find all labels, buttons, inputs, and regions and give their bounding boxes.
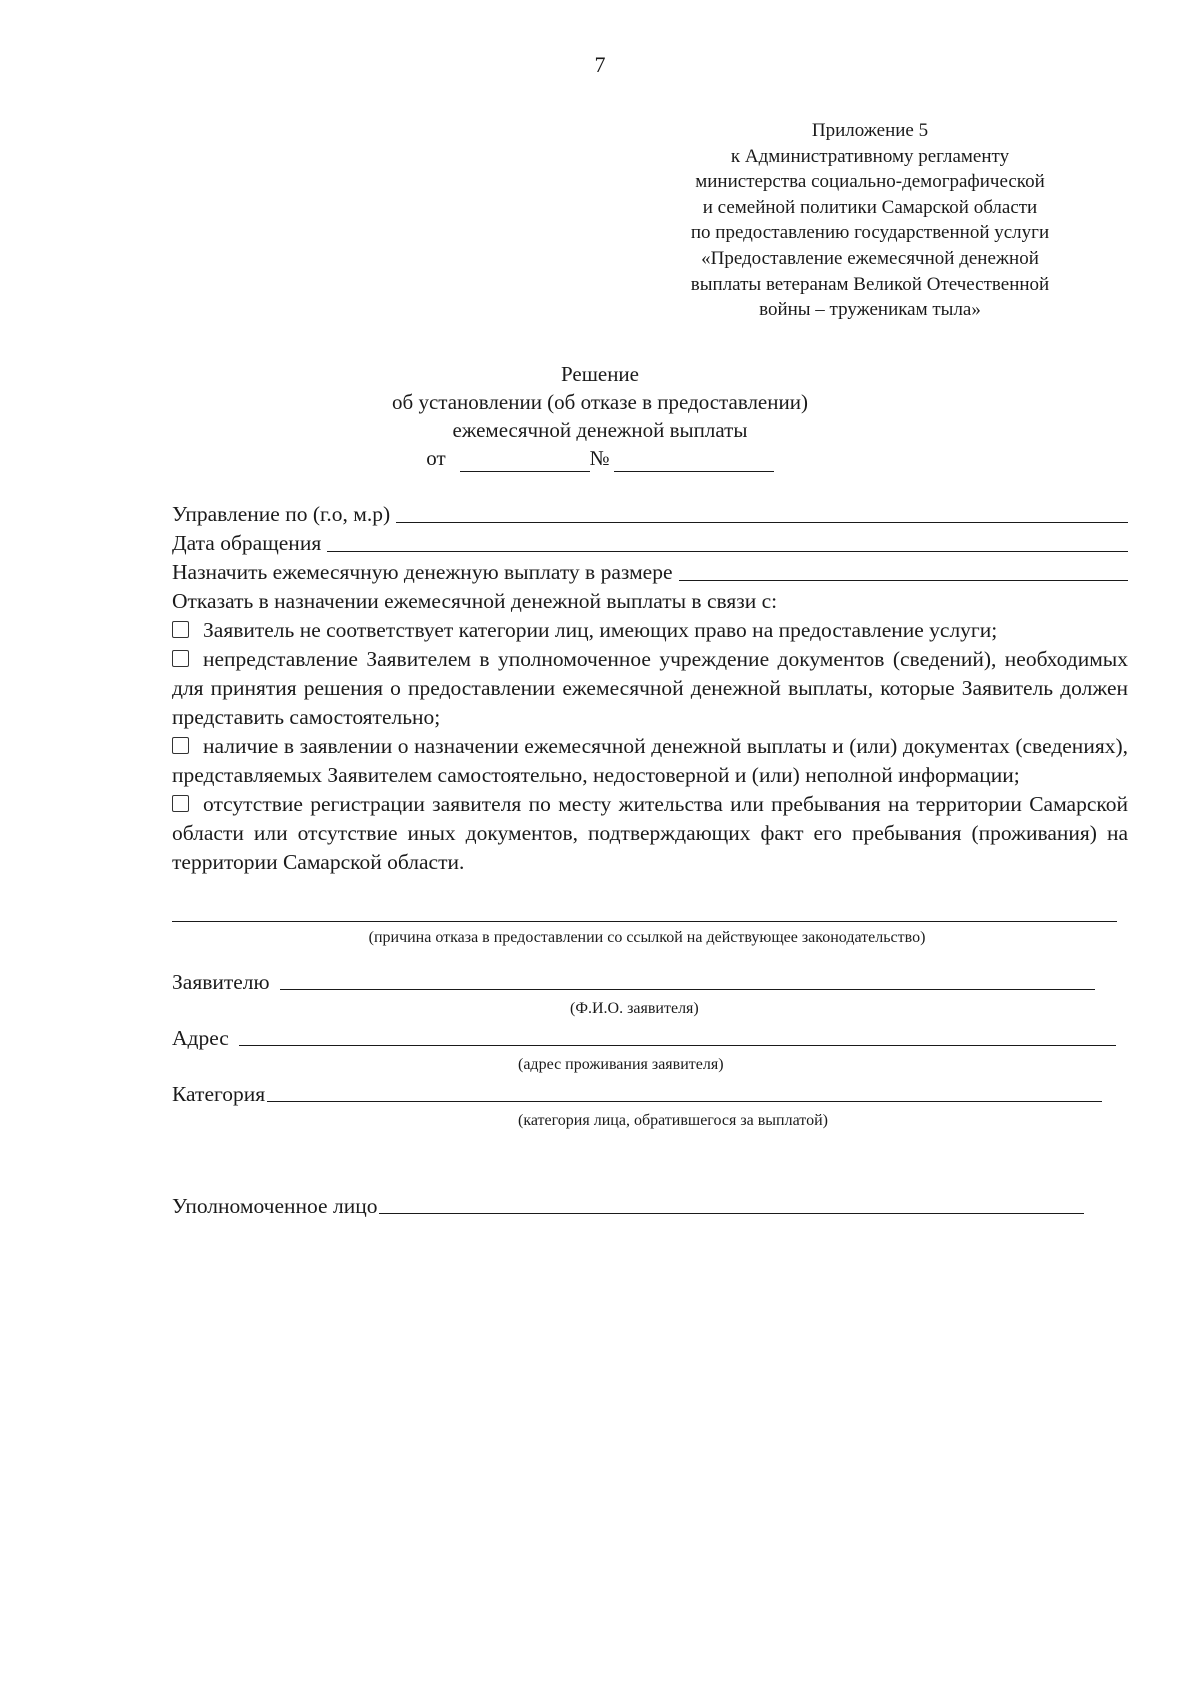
address-label: Адрес [172, 1026, 229, 1050]
appendix-line: и семейной политики Самарской области [702, 196, 1038, 218]
request-date-row [172, 529, 1128, 558]
appendix-header [640, 118, 1100, 323]
address-row [172, 1026, 1116, 1051]
page-number: 7 [594, 52, 606, 77]
refuse-intro-text: Отказать в назначении ежемесячной денежной выплаты в связи с: [172, 589, 778, 613]
address-caption: (адрес проживания заявителя) [518, 1056, 724, 1073]
decision-subtitle: об установлении (об отказе в предоставлении) [392, 390, 808, 414]
applicant-field[interactable] [280, 988, 1095, 990]
checkbox-icon[interactable] [172, 650, 189, 667]
appendix-line: к Административному регламенту [730, 145, 1010, 167]
assign-amount-label: Назначить ежемесячную денежную выплату в размере [172, 560, 673, 584]
appendix-line: Приложение 5 [811, 120, 929, 141]
applicant-caption: (Ф.И.О. заявителя) [570, 1000, 699, 1017]
decision-title: Решение [560, 362, 639, 386]
reason-field[interactable] [172, 920, 1117, 922]
department-label: Управление по (г.о, м.р) [172, 502, 391, 526]
date-blank[interactable] [460, 451, 590, 472]
refusal-option-text: наличие в заявлении о назначении ежемесячной денежной выплаты и (или) документах (сведениях), представляемых Заявителем самостоятельно, недостоверной и (или) неполной информации; [172, 734, 1128, 787]
applicant-label: Заявителю [172, 970, 270, 994]
appendix-line: выплаты ветеранам Великой Отечественной [690, 273, 1050, 295]
department-field[interactable] [396, 521, 1128, 523]
decision-date-number [0, 444, 1200, 472]
reason-caption: (причина отказа в предоставлении со ссылкой на действующее законодательство) [368, 929, 926, 946]
decision-heading [0, 360, 1200, 472]
category-field[interactable] [267, 1100, 1102, 1102]
checkbox-icon[interactable] [172, 737, 189, 754]
appendix-line: по предоставлению государственной услуги [690, 222, 1050, 244]
refusal-option-text: Заявитель не соответствует категории лиц, имеющих право на предоставление услуги; [203, 618, 998, 642]
applicant-row [172, 970, 1095, 995]
appendix-line: министерства социально-демографической [695, 171, 1045, 193]
number-label: № [589, 446, 610, 470]
authorized-row [172, 1194, 1084, 1219]
form-body [172, 500, 1128, 877]
checkbox-icon[interactable] [172, 621, 189, 638]
from-label: от [426, 446, 446, 470]
category-row [172, 1082, 1102, 1107]
refusal-option [172, 616, 1128, 645]
category-label: Категория [172, 1082, 266, 1106]
number-blank[interactable] [614, 451, 774, 472]
refusal-option [172, 732, 1128, 790]
refusal-option [172, 645, 1128, 732]
decision-subtitle-2: ежемесячной денежной выплаты [452, 418, 748, 442]
assign-amount-field[interactable] [679, 579, 1128, 581]
address-field[interactable] [239, 1044, 1116, 1046]
appendix-line: войны – труженикам тыла» [759, 299, 981, 321]
refusal-reason [172, 920, 1122, 948]
refusal-option-text: непредставление Заявителем в уполномоченное учреждение документов (сведений), необходимых для принятия решения о предоставлении ежемесячной денежной выплаты, которые Заявитель должен представить самостоятельно; [172, 647, 1128, 729]
refuse-intro [172, 587, 1128, 616]
category-caption: (категория лица, обратившегося за выплатой) [518, 1112, 828, 1129]
refusal-option [172, 790, 1128, 877]
refusal-option-text: отсутствие регистрации заявителя по месту жительства или пребывания на территории Самарской области или отсутствие иных документов, подтверждающих факт его пребывания (проживания) на территории Самарской области. [172, 792, 1128, 874]
department-row [172, 500, 1128, 529]
appendix-line: «Предоставление ежемесячной денежной [701, 247, 1039, 269]
authorized-field[interactable] [379, 1212, 1084, 1214]
authorized-label: Уполномоченное лицо [172, 1194, 378, 1218]
assign-amount-row [172, 558, 1128, 587]
request-date-field[interactable] [327, 550, 1128, 552]
request-date-label: Дата обращения [172, 531, 322, 555]
checkbox-icon[interactable] [172, 795, 189, 812]
